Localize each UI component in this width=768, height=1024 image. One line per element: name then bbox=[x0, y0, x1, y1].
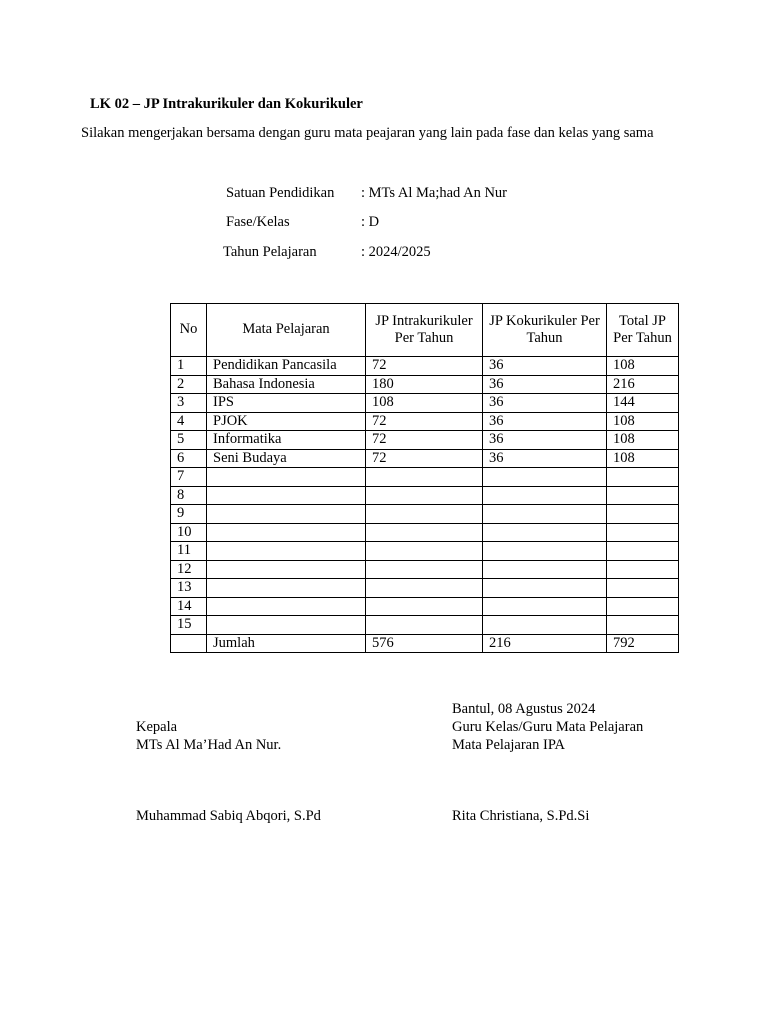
intrakurikuler-cell bbox=[366, 616, 483, 635]
left-institution: MTs Al Ma’Had An Nur. bbox=[136, 737, 282, 753]
subject-cell bbox=[207, 597, 366, 616]
kokurikuler-cell: 36 bbox=[483, 431, 607, 450]
intrakurikuler-cell bbox=[366, 505, 483, 524]
total-cell: 108 bbox=[607, 412, 679, 431]
total-cell: 108 bbox=[607, 449, 679, 468]
subject-cell bbox=[207, 523, 366, 542]
document-title: LK 02 – JP Intrakurikuler dan Kokurikuler bbox=[90, 96, 363, 112]
intrakurikuler-cell bbox=[366, 579, 483, 598]
intrakurikuler-cell: 72 bbox=[366, 357, 483, 376]
kokurikuler-cell: 36 bbox=[483, 449, 607, 468]
table-row bbox=[171, 597, 679, 616]
table-row bbox=[171, 431, 679, 450]
total-cell bbox=[607, 505, 679, 524]
left-signatory-name: Muhammad Sabiq Abqori, S.Pd bbox=[136, 808, 321, 824]
kokurikuler-cell bbox=[483, 523, 607, 542]
table-row bbox=[171, 542, 679, 561]
info-label-satuan: Satuan Pendidikan bbox=[226, 185, 335, 201]
kokurikuler-cell bbox=[483, 597, 607, 616]
kokurikuler-cell bbox=[483, 616, 607, 635]
no-cell: 1 bbox=[171, 357, 207, 376]
table-row bbox=[171, 375, 679, 394]
right-role-title: Guru Kelas/Guru Mata Pelajaran bbox=[452, 719, 644, 735]
table-row bbox=[171, 394, 679, 413]
kokurikuler-cell bbox=[483, 560, 607, 579]
table-row bbox=[171, 560, 679, 579]
total-cell bbox=[607, 523, 679, 542]
info-value-tahun: : 2024/2025 bbox=[361, 244, 431, 260]
intrakurikuler-cell bbox=[366, 486, 483, 505]
header-jp-intrakurikuler: JP Intrakurikuler Per Tahun bbox=[366, 304, 483, 357]
subject-cell: Pendidikan Pancasila bbox=[207, 357, 366, 376]
intrakurikuler-cell bbox=[366, 523, 483, 542]
info-value-fase: : D bbox=[361, 214, 380, 230]
total-cell bbox=[607, 468, 679, 487]
header-total-jp: Total JP Per Tahun bbox=[607, 304, 679, 357]
header-no: No bbox=[171, 304, 207, 357]
table-row bbox=[171, 579, 679, 598]
table-row bbox=[171, 523, 679, 542]
kokurikuler-cell: 36 bbox=[483, 375, 607, 394]
subject-cell: Jumlah bbox=[207, 634, 366, 653]
no-cell: 5 bbox=[171, 431, 207, 450]
table-row bbox=[171, 616, 679, 635]
intrakurikuler-cell bbox=[366, 560, 483, 579]
intrakurikuler-cell: 108 bbox=[366, 394, 483, 413]
subject-cell bbox=[207, 616, 366, 635]
subject-cell bbox=[207, 505, 366, 524]
no-cell: 9 bbox=[171, 505, 207, 524]
kokurikuler-cell: 216 bbox=[483, 634, 607, 653]
no-cell: 4 bbox=[171, 412, 207, 431]
no-cell: 2 bbox=[171, 375, 207, 394]
info-label-fase: Fase/Kelas bbox=[226, 214, 290, 230]
intrakurikuler-cell bbox=[366, 597, 483, 616]
subject-cell: Seni Budaya bbox=[207, 449, 366, 468]
header-jp-kokurikuler: JP Kokurikuler Per Tahun bbox=[483, 304, 607, 357]
table-row bbox=[171, 486, 679, 505]
total-cell bbox=[607, 560, 679, 579]
table-row bbox=[171, 505, 679, 524]
info-value-satuan: : MTs Al Ma;had An Nur bbox=[361, 185, 507, 201]
intrakurikuler-cell bbox=[366, 542, 483, 561]
total-cell: 792 bbox=[607, 634, 679, 653]
intrakurikuler-cell bbox=[366, 468, 483, 487]
intrakurikuler-cell: 576 bbox=[366, 634, 483, 653]
no-cell: 6 bbox=[171, 449, 207, 468]
place-date: Bantul, 08 Agustus 2024 bbox=[452, 701, 596, 717]
total-cell bbox=[607, 486, 679, 505]
intrakurikuler-cell: 180 bbox=[366, 375, 483, 394]
kokurikuler-cell: 36 bbox=[483, 394, 607, 413]
total-cell bbox=[607, 579, 679, 598]
subject-cell: Bahasa Indonesia bbox=[207, 375, 366, 394]
total-cell bbox=[607, 616, 679, 635]
no-cell: 14 bbox=[171, 597, 207, 616]
subject-cell bbox=[207, 560, 366, 579]
table-row bbox=[171, 468, 679, 487]
left-role-title: Kepala bbox=[136, 719, 178, 735]
no-cell: 8 bbox=[171, 486, 207, 505]
no-cell: 10 bbox=[171, 523, 207, 542]
kokurikuler-cell bbox=[483, 579, 607, 598]
total-cell: 216 bbox=[607, 375, 679, 394]
no-cell: 11 bbox=[171, 542, 207, 561]
total-cell bbox=[607, 542, 679, 561]
right-subject: Mata Pelajaran IPA bbox=[452, 737, 566, 753]
table-row bbox=[171, 412, 679, 431]
intrakurikuler-cell: 72 bbox=[366, 431, 483, 450]
kokurikuler-cell bbox=[483, 505, 607, 524]
kokurikuler-cell bbox=[483, 542, 607, 561]
total-cell: 108 bbox=[607, 431, 679, 450]
table-header-row bbox=[171, 304, 679, 357]
total-cell: 108 bbox=[607, 357, 679, 376]
no-cell: 15 bbox=[171, 616, 207, 635]
subject-cell: IPS bbox=[207, 394, 366, 413]
kokurikuler-cell bbox=[483, 486, 607, 505]
total-cell bbox=[607, 597, 679, 616]
subject-cell bbox=[207, 468, 366, 487]
total-cell: 144 bbox=[607, 394, 679, 413]
kokurikuler-cell: 36 bbox=[483, 357, 607, 376]
subject-cell bbox=[207, 486, 366, 505]
subject-cell bbox=[207, 542, 366, 561]
intrakurikuler-cell: 72 bbox=[366, 449, 483, 468]
no-cell: 7 bbox=[171, 468, 207, 487]
no-cell bbox=[171, 634, 207, 653]
subject-cell: PJOK bbox=[207, 412, 366, 431]
info-label-tahun: Tahun Pelajaran bbox=[223, 244, 317, 260]
subject-cell: Informatika bbox=[207, 431, 366, 450]
kokurikuler-cell: 36 bbox=[483, 412, 607, 431]
header-mata-pelajaran: Mata Pelajaran bbox=[207, 304, 366, 357]
no-cell: 12 bbox=[171, 560, 207, 579]
kokurikuler-cell bbox=[483, 468, 607, 487]
jp-table bbox=[170, 303, 679, 653]
table-row bbox=[171, 449, 679, 468]
subject-cell bbox=[207, 579, 366, 598]
instruction-text: Silakan mengerjakan bersama dengan guru mata peajaran yang lain pada fase dan kelas yang sama bbox=[81, 125, 654, 141]
no-cell: 3 bbox=[171, 394, 207, 413]
no-cell: 13 bbox=[171, 579, 207, 598]
right-signatory-name: Rita Christiana, S.Pd.Si bbox=[452, 808, 590, 824]
total-row bbox=[171, 634, 679, 653]
intrakurikuler-cell: 72 bbox=[366, 412, 483, 431]
table-row bbox=[171, 357, 679, 376]
